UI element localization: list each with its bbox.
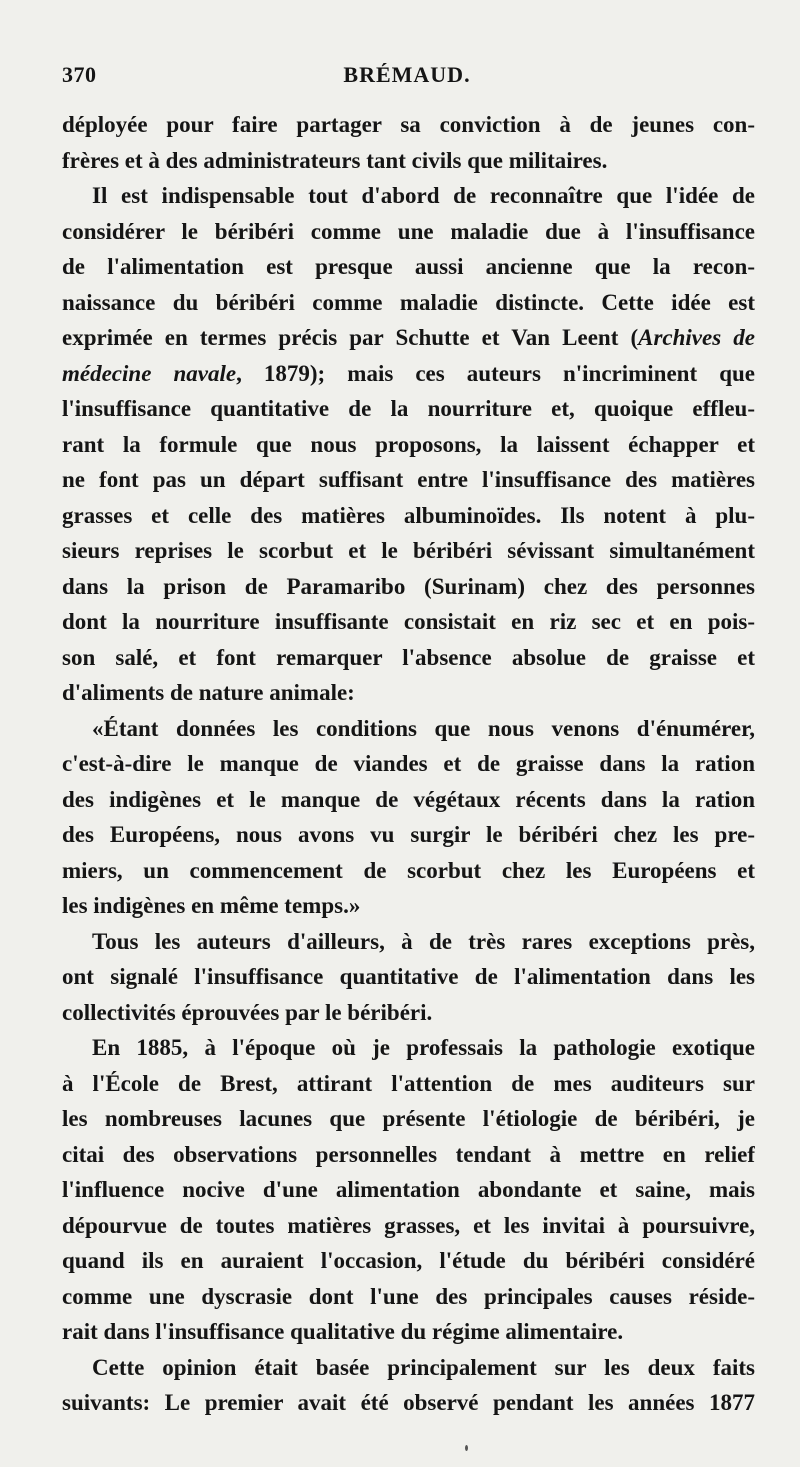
body-text (62, 107, 755, 1421)
text-line: collectivités éprouvées par le béribéri. (62, 999, 433, 1025)
text-line: son salé, et font remarquer l'absence absolue de graisse et (62, 644, 755, 670)
text-span: , 1879); mais ces auteurs n'incriminent que (236, 360, 755, 386)
ink-mark (465, 1445, 468, 1451)
text-line: grasses et celle des matières albuminoïdes. Ils notent à plu- (62, 502, 755, 528)
text-line: Tous les auteurs d'ailleurs, à de très rares exceptions près, (92, 928, 755, 954)
text-line: sieurs reprises le scorbut et le béribéri sévissant simultanément (62, 538, 755, 563)
page-number: 370 (62, 62, 97, 87)
text-line: dépourvue de toutes matières grasses, et les invitai à poursuivre, (62, 1212, 755, 1238)
italic-text: médecine navale (62, 360, 237, 386)
text-line: d'aliments de nature animale: (62, 680, 355, 705)
text-line: ont signalé l'insuffisance quantitative de l'alimentation dans les (62, 964, 755, 989)
text-line: rant la formule que nous proposons, la laissent échapper et (62, 431, 755, 457)
text-line: comme une dyscrasie dont l'une des principales causes réside- (62, 1283, 755, 1309)
text-line: rait dans l'insuffisance qualitative du régime alimentaire. (62, 1319, 624, 1344)
text-line: miers, un commencement de scorbut chez les Européens et (62, 857, 755, 883)
running-head: BRÉMAUD. (343, 62, 471, 87)
text-line: ne font pas un départ suffisant entre l'insuffisance des matières (62, 467, 755, 492)
text-line: c'est-à-dire le manque de viandes et de graisse dans la ration (62, 751, 755, 776)
text-line: des Européens, nous avons vu surgir le béribéri chez les pre- (62, 822, 755, 847)
text-line: l'influence nocive d'une alimentation abondante et saine, mais (62, 1177, 755, 1202)
text-line: dans la prison de Paramaribo (Surinam) chez des personnes (62, 573, 755, 599)
text-line: naissance du béribéri comme maladie distincte. Cette idée est (62, 289, 755, 315)
text-line: Il est indispensable tout d'abord de reconnaître que l'idée de (92, 183, 755, 208)
text-line: quand ils en auraient l'occasion, l'étude du béribéri considéré (62, 1248, 755, 1273)
text-line: de l'alimentation est presque aussi ancienne que la recon- (62, 254, 755, 279)
text-line (62, 320, 755, 356)
text-line: l'insuffisance quantitative de la nourriture et, quoique effleu- (62, 396, 755, 421)
text-line: déployée pour faire partager sa conviction à de jeunes con- (62, 112, 755, 137)
text-line (62, 356, 755, 392)
text-line: les nombreuses lacunes que présente l'étiologie de béribéri, je (62, 1106, 755, 1131)
text-line: Cette opinion était basée principalement sur les deux faits (92, 1354, 755, 1380)
text-line: citai des observations personnelles tendant à mettre en relief (62, 1141, 755, 1167)
text-line: frères et à des administrateurs tant civils que militaires. (62, 147, 608, 173)
italic-text: Archives de (638, 325, 755, 350)
text-line: les indigènes en même temps.» (62, 893, 361, 918)
text-span: exprimée en termes précis par Schutte et Van Leent ( (62, 325, 639, 350)
text-line: suivants: Le premier avait été observé pendant les années 1877 (62, 1390, 755, 1415)
text-line: des indigènes et le manque de végétaux récents dans la ration (62, 786, 755, 812)
text-line: «Étant données les conditions que nous venons d'énumérer, (92, 715, 755, 741)
page-header (62, 62, 752, 94)
text-line: En 1885, à l'époque où je professais la pathologie exotique (92, 1035, 755, 1060)
text-line: à l'École de Brest, attirant l'attention de mes auditeurs sur (62, 1070, 755, 1096)
text-line: considérer le béribéri comme une maladie due à l'insuffisance (62, 218, 755, 244)
text-line: dont la nourriture insuffisante consistait en riz sec et en pois- (62, 609, 755, 634)
